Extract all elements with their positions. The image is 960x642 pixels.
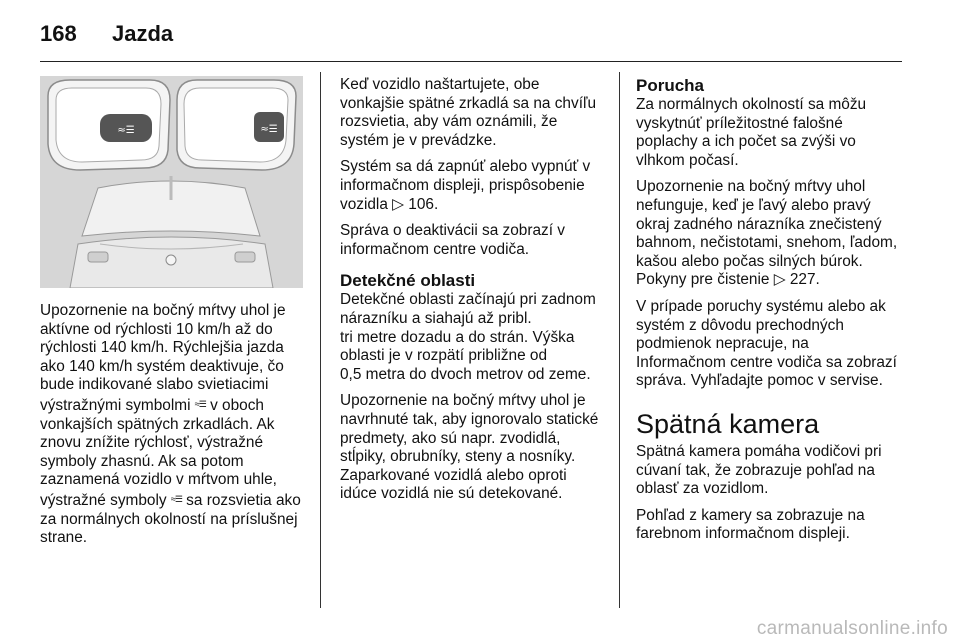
detection-zones-line-2: tri metre dozadu a do strán. Výška oblasti je v rozpätí približne od bbox=[340, 328, 575, 365]
blind-spot-symbol-icon: ≈☰ bbox=[170, 493, 182, 504]
paragraph-part: sa rozsvietia ako za normálnych okolností na príslušnej strane. bbox=[40, 491, 301, 547]
deactivation-paragraph: Správa o deaktivácii sa zobrazí v informačnom centre vodiča. bbox=[340, 222, 565, 258]
paragraph-part: v oboch vonkajších spätných zrkadlách. Ak znovu znížite rýchlosť, výstražné symboly zhasnú. Ak sa potom zaznamená vozidlo v mŕtvom uhle, výstražné symboly bbox=[40, 396, 277, 509]
false-alarms-paragraph: Za normálnych okolností sa môžu vyskytnúť príležitostné falošné poplachy a ich počet sa zvýši vo vlhkom počasí. bbox=[636, 96, 867, 169]
right-warning-symbol-icon: ≈☰ bbox=[260, 124, 278, 135]
system-fault-paragraph: V prípade poruchy systému alebo ak systém z dôvodu prechodných podmienok nepracuje, na Informačnom centre vodiča sa zobrazí správa. Vyhľadajte pomoc v servise. bbox=[636, 297, 897, 390]
mirror-warning-illustration bbox=[40, 76, 303, 288]
rear-camera-heading: Spätná kamera bbox=[636, 408, 820, 439]
camera-display-paragraph: Pohľad z kamery sa zobrazuje na farebnom informačnom displeji. bbox=[636, 506, 865, 543]
site-watermark: carmanualsonline.info bbox=[756, 618, 948, 639]
fault-heading: Porucha bbox=[636, 76, 705, 95]
detection-zones-line-3: 0,5 metra do dvoch metrov od zeme. bbox=[340, 365, 591, 383]
column-divider-right bbox=[619, 72, 620, 608]
page-header bbox=[40, 14, 173, 54]
column-3 bbox=[636, 76, 901, 552]
static-objects-paragraph: Upozornenie na bočný mŕtvy uhol je navrhnuté tak, aby ignorovalo statické predmety, ako sú napr. zvodidlá, stĺpiky, obrubníky, steny a nosníky. Zaparkované vozidlá alebo oproti idúce vozidlá nie sú detekované. bbox=[340, 392, 599, 503]
toggle-paragraph: Systém sa dá zapnúť alebo vypnúť v informačnom displeji, prispôsobenie vozidla ▷ 106. bbox=[340, 158, 591, 213]
dirty-bumper-paragraph: Upozornenie na bočný mŕtvy uhol nefunguje, keď je ľavý alebo pravý okraj zadného nárazníka znečistený bahnom, nečistotami, snehom, ľadom, kašou alebo počas silných búrok. Pokyny pre čistenie ▷ 227. bbox=[636, 178, 898, 289]
detection-zones-line-1: Detekčné oblasti začínajú pri zadnom nárazníku a siahajú až pribl. bbox=[340, 291, 596, 327]
left-taillight bbox=[88, 252, 108, 262]
column-divider-left bbox=[320, 72, 321, 608]
paragraph-part: Upozornenie na bočný mŕtvy uhol je aktívne od rýchlosti 10 km/h až do rýchlosti 140 km/h. Rýchlejšia jazda ako 140 km/h systém deaktivuje, čo bude indikované slabo svietiacimi výstražnými symbolmi bbox=[40, 302, 286, 414]
rear-camera-paragraph: Spätná kamera pomáha vodičovi pri cúvaní tak, že zobrazuje pohľad na oblasť za vozidlom. bbox=[636, 442, 882, 498]
section-title: Jazda bbox=[112, 21, 174, 46]
left-warning-symbol-icon: ≈☰ bbox=[117, 125, 135, 136]
brand-emblem bbox=[166, 255, 176, 265]
blind-spot-speed-paragraph bbox=[40, 302, 305, 548]
page-number: 168 bbox=[40, 21, 77, 46]
column-1 bbox=[40, 302, 305, 556]
blind-spot-symbol-icon: ≈☰ bbox=[194, 398, 206, 409]
startup-paragraph: Keď vozidlo naštartujete, obe vonkajšie spätné zrkadlá sa na chvíľu rozsvietia, aby vám oznámili, že systém je v prevádzke. bbox=[340, 76, 597, 149]
right-taillight bbox=[235, 252, 255, 262]
header-rule bbox=[40, 61, 902, 62]
detection-zones-heading: Detekčné oblasti bbox=[340, 271, 476, 291]
column-2 bbox=[340, 76, 605, 512]
